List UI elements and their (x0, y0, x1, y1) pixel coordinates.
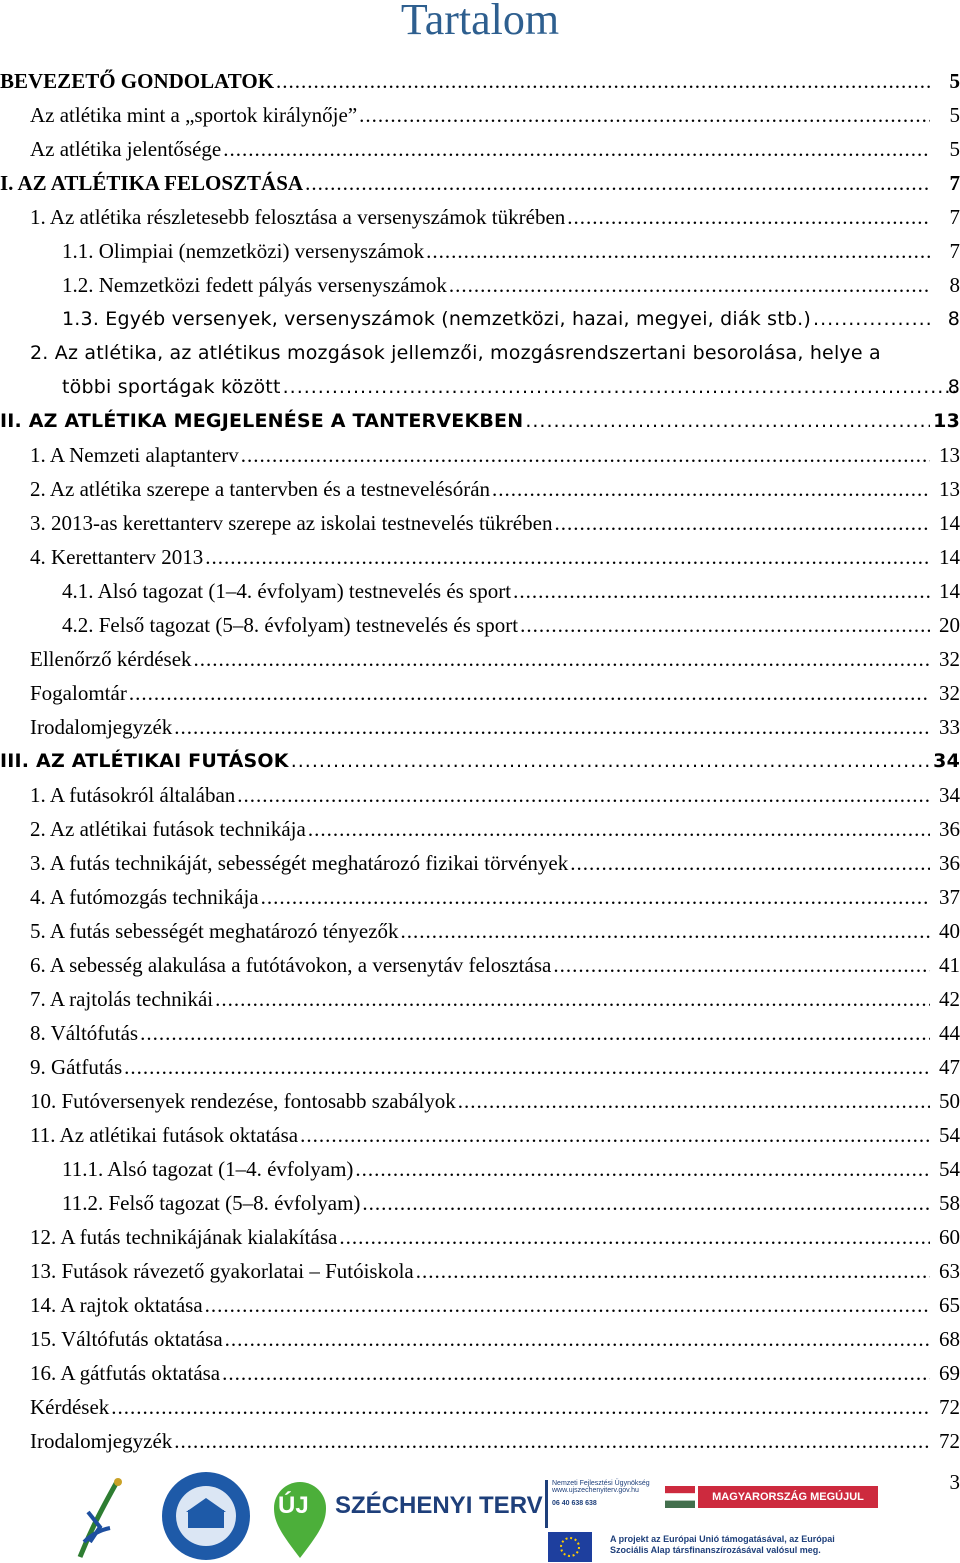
toc-entry-page: 41 (939, 953, 960, 977)
toc-entry[interactable] (0, 676, 960, 710)
toc-entry-page: 54 (939, 1157, 960, 1181)
toc-dot-leader (525, 404, 930, 438)
toc-entry-text: Fogalomtár (30, 676, 129, 710)
toc-entry[interactable] (0, 1288, 960, 1322)
toc-entry-text: 1. Az atlétika részletesebb felosztása a versenyszámok tükrében (30, 200, 567, 234)
toc-entry[interactable] (0, 1390, 960, 1424)
nfu-web: www.ujszechenyiterv.gov.hu (552, 1487, 639, 1494)
toc-entry-page: 5 (949, 69, 960, 93)
toc-entry[interactable] (0, 1356, 960, 1390)
toc-entry[interactable] (0, 336, 960, 404)
toc-entry-page: 44 (939, 1021, 960, 1045)
toc-entry[interactable] (0, 948, 960, 982)
toc-entry[interactable] (0, 1152, 960, 1186)
toc-entry-page: 7 (949, 205, 960, 229)
toc-entry-page: 50 (939, 1089, 960, 1113)
toc-entry[interactable] (0, 880, 960, 914)
toc-entry-text: Az atlétika mint a „sportok királynője” (30, 98, 359, 132)
szechenyi-terv-label: SZÉCHENYI TERV (335, 1492, 543, 1519)
toc-entry[interactable] (0, 1220, 960, 1254)
toc-entry-text: 7. A rajtolás technikái (30, 982, 215, 1016)
hungarian-flag-icon (665, 1486, 695, 1508)
toc-entry-text: 3. A futás technikáját, sebességét meghatározó fizikai törvények (30, 846, 570, 880)
toc-entry[interactable] (0, 1084, 960, 1118)
toc-entry[interactable] (0, 982, 960, 1016)
toc-entry-page: 68 (939, 1327, 960, 1351)
nfu-name: Nemzeti Fejlesztési Ügynökség (552, 1480, 650, 1487)
toc-entry-page: 60 (939, 1225, 960, 1249)
toc-entry-text: Az atlétika jelentősége (30, 132, 223, 166)
toc-entry-text: 2. Az atlétikai futások technikája (30, 812, 308, 846)
toc-entry[interactable] (0, 710, 960, 744)
toc-dot-leader (362, 1186, 930, 1220)
toc-entry-text: 2. Az atlétika szerepe a tantervben és a testnevelésórán (30, 472, 492, 506)
toc-dot-leader (813, 302, 930, 336)
toc-entry-text: 9. Gátfutás (30, 1050, 124, 1084)
toc-entry-page: 32 (939, 681, 960, 705)
toc-entry-page: 13 (933, 410, 960, 432)
nfu-block (545, 1480, 662, 1528)
toc-entry-text: 4. Kerettanterv 2013 (30, 540, 205, 574)
toc-entry-text: 15. Váltófutás oktatása (30, 1322, 225, 1356)
toc-dot-leader (458, 1084, 930, 1118)
toc-entry[interactable] (0, 268, 960, 302)
toc-dot-leader (140, 1016, 930, 1050)
toc-entry-text: III. AZ ATLÉTIKAI FUTÁSOK (0, 744, 291, 778)
toc-entry-text: 1. A Nemzeti alaptanterv (30, 438, 241, 472)
toc-entry-text: Ellenőrző kérdések (30, 642, 194, 676)
toc-entry-text: 1.3. Egyéb versenyek, versenyszámok (nemzetközi, hazai, megyei, diák stb.) (62, 302, 813, 336)
toc-entry-page: 32 (939, 647, 960, 671)
toc-entry-text: 4. A futómozgás technikája (30, 880, 261, 914)
toc-entry-text: 14. A rajtok oktatása (30, 1288, 205, 1322)
toc-dot-leader (205, 540, 930, 574)
toc-entry-text: BEVEZETŐ GONDOLATOK (0, 64, 276, 98)
footer-logos (70, 1470, 960, 1563)
toc-entry[interactable] (0, 472, 960, 506)
toc-dot-leader (174, 710, 930, 744)
toc-entry[interactable] (0, 98, 960, 132)
toc-dot-leader (223, 132, 930, 166)
toc-entry-text: 1.2. Nemzetközi fedett pályás versenyszámok (62, 268, 449, 302)
page-title: Tartalom (400, 0, 560, 44)
toc-entry-page: 20 (939, 613, 960, 637)
toc-entry[interactable] (0, 574, 960, 608)
toc-entry-page: 34 (933, 750, 960, 772)
toc-dot-leader (276, 64, 930, 98)
toc-dot-leader (567, 200, 930, 234)
toc-dot-leader (124, 1050, 930, 1084)
toc-entry[interactable] (0, 846, 960, 880)
toc-dot-leader (194, 642, 930, 676)
toc-entry-page: 8 (947, 376, 960, 398)
toc-dot-leader (237, 778, 930, 812)
toc-dot-leader (261, 880, 930, 914)
toc-dot-leader (339, 1220, 930, 1254)
toc-entry[interactable] (0, 302, 960, 336)
toc-entry[interactable] (0, 438, 960, 472)
toc-dot-leader (241, 438, 930, 472)
toc-entry-text: 11.2. Felső tagozat (5–8. évfolyam) (62, 1186, 362, 1220)
toc-dot-leader (492, 472, 930, 506)
toc-dot-leader (222, 1356, 930, 1390)
toc-entry-text: I. AZ ATLÉTIKA FELOSZTÁSA (0, 166, 305, 200)
toc-entry-text-line1: 2. Az atlétika, az atlétikus mozgások jellemzői, mozgásrendszertani besorolása, helye a (30, 342, 881, 364)
toc-entry-page: 14 (939, 511, 960, 535)
toc-entry[interactable] (0, 540, 960, 574)
toc-entry-text: 4.2. Felső tagozat (5–8. évfolyam) testnevelés és sport (62, 608, 520, 642)
toc-dot-leader (401, 914, 930, 948)
toc-dot-leader (291, 744, 930, 778)
toc-entry[interactable] (0, 914, 960, 948)
toc-dot-leader (225, 1322, 930, 1356)
toc-entry-page: 40 (939, 919, 960, 943)
toc-entry[interactable] (0, 1254, 960, 1288)
toc-entry-text: 11.1. Alsó tagozat (1–4. évfolyam) (62, 1152, 355, 1186)
toc-entry-page: 72 (939, 1395, 960, 1419)
toc-entry-text: többi sportágak között (62, 370, 283, 404)
toc-entry-page: 54 (939, 1123, 960, 1147)
toc-entry[interactable] (0, 234, 960, 268)
toc-dot-leader (129, 676, 930, 710)
eu-note-line-1: A projekt az Európai Unió támogatásával, az Európai (610, 1534, 835, 1544)
toc-entry[interactable] (0, 778, 960, 812)
toc-entry-text: Irodalomjegyzék (30, 710, 174, 744)
toc-entry[interactable] (0, 1186, 960, 1220)
toc-entry-text: 13. Futások rávezető gyakorlatai – Futóiskola (30, 1254, 416, 1288)
toc-dot-leader (553, 948, 930, 982)
toc-dot-leader (359, 98, 930, 132)
toc-dot-leader (554, 506, 930, 540)
toc-entry[interactable] (0, 1050, 960, 1084)
toc-entry-page: 58 (939, 1191, 960, 1215)
toc-entry-text: 11. Az atlétikai futások oktatása (30, 1118, 300, 1152)
toc-entry[interactable] (0, 1118, 960, 1152)
eu-note-line-2: Szociális Alap társfinanszírozásával valósul meg. (610, 1545, 821, 1555)
toc-dot-leader (416, 1254, 930, 1288)
toc-entry-page: 72 (939, 1429, 960, 1453)
toc-entry-text: Kérdések (30, 1390, 111, 1424)
toc-dot-leader (174, 1424, 930, 1458)
toc-entry[interactable] (0, 642, 960, 676)
toc-entry[interactable] (0, 608, 960, 642)
toc-entry-page: 47 (939, 1055, 960, 1079)
toc-entry-page: 36 (939, 851, 960, 875)
toc-entry-text: 6. A sebesség alakulása a futótávokon, a versenytáv felosztása (30, 948, 553, 982)
toc-dot-leader (215, 982, 930, 1016)
table-of-contents (0, 64, 960, 1458)
toc-entry[interactable] (0, 812, 960, 846)
toc-entry-page: 69 (939, 1361, 960, 1385)
toc-entry-text: 12. A futás technikájának kialakítása (30, 1220, 339, 1254)
toc-entry-page: 13 (939, 477, 960, 501)
toc-entry-text: 1.1. Olimpiai (nemzetközi) versenyszámok (62, 234, 426, 268)
toc-entry-page: 7 (949, 171, 960, 195)
toc-entry-page: 65 (939, 1293, 960, 1317)
toc-dot-leader (305, 166, 930, 200)
toc-dot-leader (308, 812, 930, 846)
toc-entry[interactable] (0, 744, 960, 778)
toc-entry-page: 14 (939, 545, 960, 569)
toc-entry[interactable] (0, 132, 960, 166)
toc-entry[interactable] (0, 200, 960, 234)
toc-dot-leader (111, 1390, 930, 1424)
toc-entry-text: 5. A futás sebességét meghatározó tényezők (30, 914, 401, 948)
toc-entry-page: 37 (939, 885, 960, 909)
toc-entry-text: 3. 2013-as kerettanterv szerepe az iskolai testnevelés tükrében (30, 506, 554, 540)
uj-label: ÚJ (278, 1492, 309, 1519)
toc-entry[interactable] (0, 1016, 960, 1050)
megujul-banner: MAGYARORSZÁG MEGÚJUL (698, 1486, 878, 1508)
toc-entry[interactable] (0, 404, 960, 438)
toc-dot-leader (513, 574, 930, 608)
toc-dot-leader (205, 1288, 930, 1322)
toc-entry-text: 10. Futóversenyek rendezése, fontosabb szabályok (30, 1084, 458, 1118)
toc-entry-text: 1. A futásokról általában (30, 778, 237, 812)
toc-dot-leader (355, 1152, 930, 1186)
toc-entry-page: 5 (949, 137, 960, 161)
toc-entry[interactable] (0, 166, 960, 200)
eu-note (610, 1534, 835, 1556)
toc-entry[interactable] (0, 1322, 960, 1356)
toc-entry-page: 63 (939, 1259, 960, 1283)
nfu-phone: 06 40 638 638 (552, 1500, 597, 1507)
toc-entry-page: 8 (949, 273, 960, 297)
toc-entry-page: 33 (939, 715, 960, 739)
toc-dot-leader (570, 846, 930, 880)
toc-entry[interactable] (0, 506, 960, 540)
athletics-logo (70, 1472, 130, 1562)
toc-entry-text: 4.1. Alsó tagozat (1–4. évfolyam) testnevelés és sport (62, 574, 513, 608)
toc-dot-leader (300, 1118, 930, 1152)
toc-entry-text: 8. Váltófutás (30, 1016, 140, 1050)
toc-entry-page: 5 (949, 103, 960, 127)
college-seal (160, 1470, 252, 1562)
toc-entry-page: 42 (939, 987, 960, 1011)
toc-dot-leader (449, 268, 930, 302)
toc-dot-leader (426, 234, 930, 268)
eu-flag-icon (548, 1532, 592, 1562)
toc-dot-leader (520, 608, 930, 642)
toc-entry-page: 36 (939, 817, 960, 841)
toc-entry-text: II. AZ ATLÉTIKA MEGJELENÉSE A TANTERVEKBEN (0, 404, 525, 438)
toc-dot-leader (283, 370, 960, 404)
toc-entry-page: 34 (939, 783, 960, 807)
toc-entry-page: 13 (939, 443, 960, 467)
page-number: 3 (949, 1470, 960, 1494)
toc-entry-page: 7 (949, 239, 960, 263)
toc-entry-page: 8 (947, 308, 960, 330)
toc-entry[interactable] (0, 64, 960, 98)
toc-entry[interactable] (0, 1424, 960, 1458)
toc-entry-text: Irodalomjegyzék (30, 1424, 174, 1458)
toc-entry-text: 16. A gátfutás oktatása (30, 1356, 222, 1390)
toc-entry-page: 14 (939, 579, 960, 603)
